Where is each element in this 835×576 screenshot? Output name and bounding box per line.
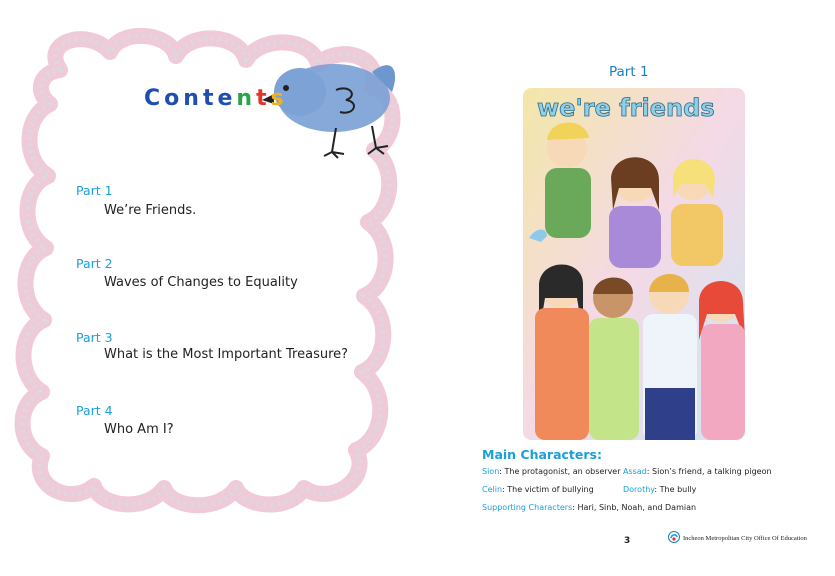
- character-sion: [482, 467, 621, 476]
- toc-part-4-label: Part 4: [76, 403, 113, 418]
- page-number: 3: [624, 536, 631, 546]
- toc-part-2-title: Waves of Changes to Equality: [104, 275, 298, 290]
- character-name: Sion: [482, 467, 500, 476]
- character-desc: : Sion’s friend, a talking pigeon: [646, 467, 772, 476]
- education-office-logo-icon: [668, 531, 680, 543]
- character-celin: [482, 485, 594, 494]
- character-desc: : The protagonist, an observer: [499, 467, 621, 476]
- toc-part-2-label: Part 2: [76, 256, 113, 271]
- contents-title-letter: n: [183, 86, 203, 111]
- character-desc: : The victim of bullying: [502, 485, 594, 494]
- character-assad: [623, 467, 772, 476]
- character-dorothy: [623, 485, 696, 494]
- contents-title: [144, 86, 288, 111]
- contents-title-letter: t: [256, 86, 271, 111]
- contents-title-letter: C: [144, 86, 165, 111]
- toc-part-1-title: We’re Friends.: [104, 203, 197, 218]
- footer-organization: Incheon Metropolitan City Office Of Education: [683, 535, 807, 542]
- contents-title-letter: s: [270, 86, 288, 111]
- toc-part-1-label: Part 1: [76, 183, 113, 198]
- bird-icon: [262, 64, 395, 158]
- toc-part-4-title: Who Am I?: [104, 422, 174, 437]
- contents-title-letter: n: [236, 86, 257, 111]
- main-characters-heading: Main Characters:: [482, 447, 602, 462]
- toc-part-3-label: Part 3: [76, 330, 113, 345]
- part-heading: Part 1: [609, 64, 649, 80]
- contents-title-letter: t: [202, 86, 218, 111]
- part-1-page: [418, 0, 835, 576]
- illustration-title: we're friends: [537, 94, 715, 122]
- contents-title-letter: o: [164, 86, 184, 111]
- toc-part-3-title: What is the Most Important Treasure?: [104, 347, 349, 362]
- character-name: Dorothy: [623, 485, 655, 494]
- character-name: Celin: [482, 485, 503, 494]
- cover-illustration: [523, 88, 745, 440]
- supporting-characters: [482, 503, 696, 512]
- contents-title-letter: e: [217, 86, 237, 111]
- character-name: Assad: [623, 467, 647, 476]
- character-desc: : Hari, Sinb, Noah, and Damian: [572, 503, 697, 512]
- character-desc: : The bully: [654, 485, 697, 494]
- character-name: Supporting Characters: [482, 503, 573, 512]
